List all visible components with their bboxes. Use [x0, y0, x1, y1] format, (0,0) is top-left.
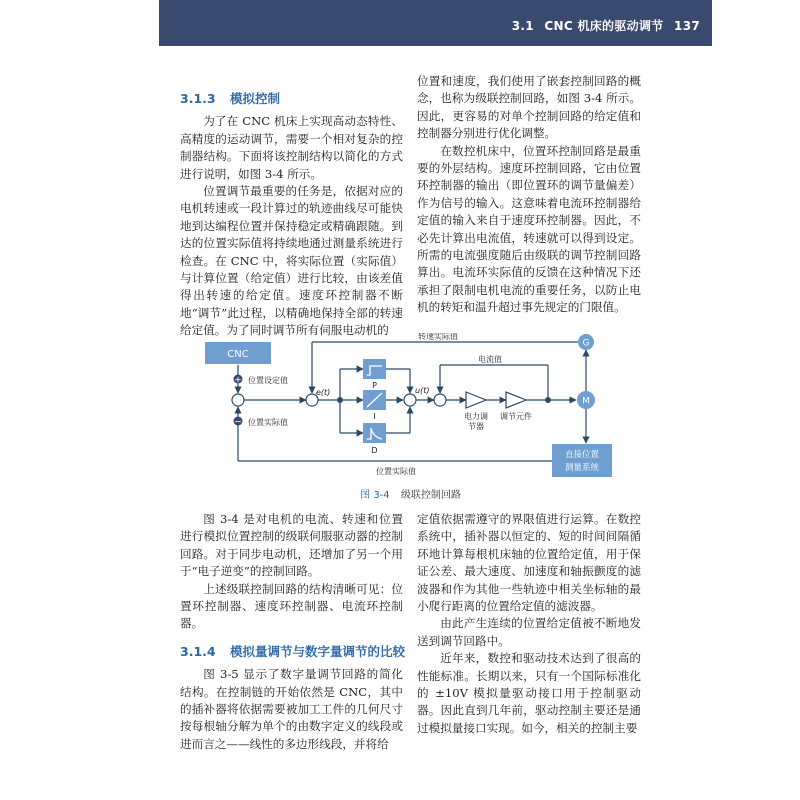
position-setpoint-label: 位置设定值 [248, 376, 288, 385]
figure-caption-text: 级联控制回路 [400, 490, 461, 501]
measuring-system-line2: 测量系统 [564, 463, 600, 473]
figure-caption [180, 486, 641, 501]
current-value-label: 电流值 [478, 355, 502, 364]
section-number: 3.1.4 [180, 643, 216, 659]
paragraph: 定值依据需遵守的界限值进行运算。在数控系统中，插补器以恒定的、短的时间间隔循环地计算每根机床轴的位置给定值，用于保证公差、最大速度、加速度和轴振颤度的滤波器和作为其他一些轨迹中相关坐标轴的最小爬行距离的位置给定值的滤波器。 [417, 512, 641, 614]
paragraph: 位置和速度，我们使用了嵌套控制回路的概念，也称为级联控制回路，如图 3-4 所示。因此，更容易的对单个控制回路的给定值和控制器分别进行优化调整。 [417, 74, 641, 141]
actuator-label: 调节元件 [500, 412, 532, 421]
paragraph: 位置调节最重要的任务是，依据对应的电机转速或一段计算过的轨迹曲线尽可能快地到达编程位置并保持稳定或精确跟随。到达的位置实际值将持续地通过测量系统进行检查。在 CNC 中，将实际位置（实际值）与计算位置（给定值）进行比较，由该差值得出转速的给定值。速度环控制器不断地“调节”此过程，以精确地保持全部的转速给定值。为了同时调节所有伺服电动机的 [180, 184, 403, 338]
paragraph: 近年来，数控和驱动技术达到了很高的性能标准。长期以来，只有一个国际标准化的 ±10V 模拟量驱动接口用于控制驱动器。因此直到几年前，驱动控制主要还是通过模拟量接口实现。如今，相关的控制主要 [417, 651, 641, 735]
control-signal-label: u(t) [415, 386, 430, 395]
measuring-system-line1: 直接位置 [564, 450, 600, 460]
minus-sign: − [234, 417, 242, 428]
left-column-bottom [180, 511, 403, 753]
speed-actual-label: 转速实际值 [418, 333, 458, 341]
header-title: CNC 机床的驱动调节 [544, 19, 664, 33]
error-signal-label: e(t) [316, 388, 331, 397]
header-text [506, 17, 700, 34]
paragraph: 上述级联控制回路的结构清晰可见：位置环控制器、速度环控制器、电流环控制器。 [180, 581, 403, 631]
power-controller-label-2: 节器 [468, 422, 484, 431]
section-title: 模拟控制 [229, 91, 280, 106]
section-number: 3.1.3 [180, 91, 216, 106]
d-block [363, 423, 386, 443]
summing-junction-position [232, 394, 244, 406]
cnc-label: CNC [227, 349, 249, 360]
page-number: 137 [674, 19, 700, 33]
section-title: 模拟量调节与数字量调节的比较 [229, 643, 405, 659]
paragraph: 由此产生连续的位置给定值被不断地发送到调节回路中。 [417, 616, 641, 648]
cascade-control-diagram [200, 333, 615, 483]
paragraph: 图 3-4 是对电机的电流、转速和位置进行模拟位置控制的级联伺服驱动器的控制回路。对于同步电动机，还增加了另一个用于“电子逆变”的控制回路。 [180, 512, 403, 579]
right-column-top [417, 73, 641, 317]
paragraph: 图 3-5 显示了数字量调节回路的简化结构。在控制链的开始依然是 CNC，其中的插补器将依据需要被加工工件的几何尺寸按每根轴分解为单个的由数字定义的线段或进而言之——线性的多边形线段，并将给 [180, 667, 403, 751]
left-column-top [180, 90, 403, 340]
branch-node [337, 397, 343, 403]
summing-junction-current [434, 394, 446, 406]
position-actual-label: 位置实际值 [248, 418, 288, 427]
power-controller-label-1: 电力调 [464, 412, 488, 421]
d-label: D [371, 446, 378, 455]
page-header [159, 0, 712, 46]
header-section-number: 3.1 [511, 19, 534, 33]
section-heading-3-1-3 [180, 90, 403, 107]
branch-node-current [545, 397, 551, 403]
paragraph: 在数控机床中，位置环控制回路是最重要的外层结构。速度环控制回路，它由位置环控制器的输出（即位置环的调节量偏差）作为信号的输入。这意味着电流环控制器给定值的输入来自于速度环控制器。因此，不必先计算出电流值，转速就可以得到设定。所需的电流强度随后由级联的调节控制回路算出。电流环实际值的反馈在这种情况下还承担了限制电机电流的重要任务，以防止电机的转矩和温升超过事先规定的门限值。 [417, 143, 641, 315]
p-label: P [372, 381, 377, 390]
section-heading-3-1-4 [180, 643, 403, 660]
actuator-symbol [506, 392, 526, 408]
power-amplifier-symbol [466, 392, 486, 408]
plus-sign: + [234, 375, 242, 386]
position-actual-bottom-label: 位置实际值 [376, 467, 416, 476]
summing-junction-pid [404, 394, 416, 406]
m-label: M [582, 396, 590, 407]
g-label: G [582, 338, 590, 349]
p-block [363, 359, 386, 379]
right-column-bottom [417, 511, 641, 737]
paragraph: 为了在 CNC 机床上实现高动态特性、高精度的运动调节，需要一个相对复杂的控制器结构。下面将该控制结构以简化的方式进行说明，如图 3-4 所示。 [180, 114, 403, 181]
figure-number: 图 3-4 [360, 490, 390, 501]
i-label: I [373, 412, 376, 421]
